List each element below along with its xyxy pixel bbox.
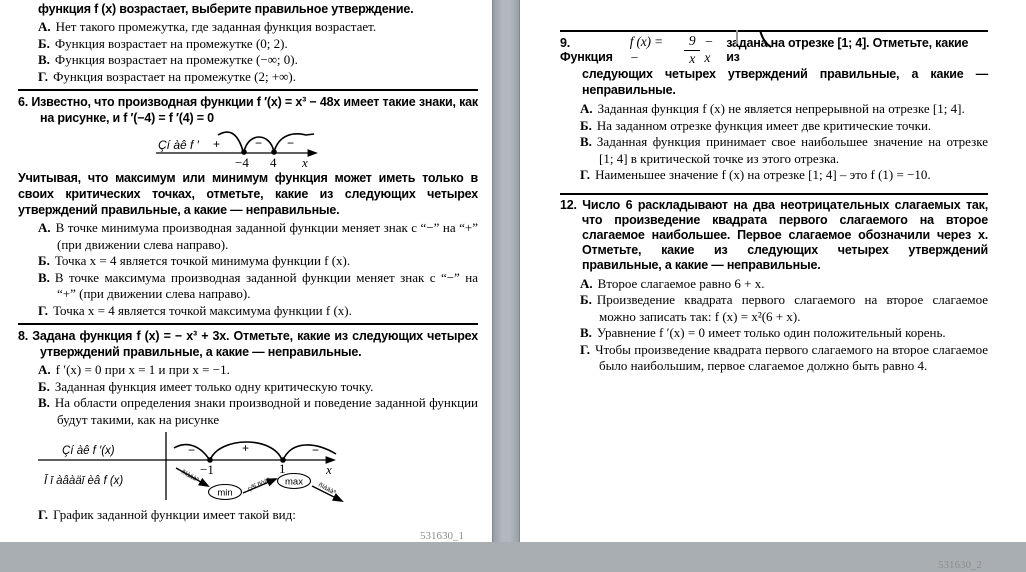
p9-option-g (580, 167, 988, 184)
option-letter: Б. (580, 292, 592, 307)
option-letter: Г. (580, 341, 591, 357)
min-label: min (217, 487, 233, 499)
option-text: Функция возрастает на промежутке (2; +∞). (53, 68, 297, 84)
option-text: На заданном отрезке функция имеет две критические точки. (596, 117, 932, 133)
intro-option-a (38, 19, 478, 36)
sign-minus-mid: − (255, 136, 263, 150)
problem-divider-rule (18, 89, 478, 91)
option-letter: Б. (38, 35, 50, 51)
problem-6-statement: 6. Известно, что производная функции f ′(x) = x³ − 48x имеет такие знаки, как на рисунке, и f ′(−4) = f ′(4) = 0 (18, 95, 478, 125)
option-text: Чтобы произведение квадрата первого слагаемого на второе слагаемое было наибольшим, первое слагаемое должно быть равно 4. (595, 341, 988, 373)
sign-diagram-label: Çí àê f ′ (158, 138, 199, 152)
fraction-9-over-x (684, 33, 701, 67)
p12-option-g (580, 342, 988, 375)
option-text: Точка x = 4 является точкой максимума функции f (x). (53, 302, 352, 318)
sign-minus-left: − (188, 443, 196, 457)
option-letter: А. (580, 275, 593, 291)
option-letter: В. (38, 269, 50, 285)
option-text: На области определения знаки производной и поведение заданной функции будут такими, как на рисунке (54, 395, 478, 427)
axis-x-label: x (302, 155, 308, 170)
p9-statement-rest: задана на отрезке [1; 4]. Отметьте, какие из (726, 36, 969, 64)
decreasing-arrow-label: ñïàäàº (180, 468, 200, 484)
p9-option-b (580, 118, 988, 135)
option-letter: А. (38, 220, 51, 235)
intro-statement: функция f (x) возрастает, выберите правильное утверждение. (38, 2, 414, 16)
tick-minus1: −1 (200, 462, 214, 477)
option-text: Заданная функция имеет только одну критическую точку. (54, 378, 374, 394)
problem-6-options (18, 220, 478, 319)
p9-function-lhs: f (x) = − (629, 34, 663, 65)
problem-12-statement: 12. Число 6 раскладывают на два неотрицательных слагаемых так, что произведение квадрата первого слагаемого на второе слагаемое наибольшее. Первое слагаемое обозначили через x. Отметьте, какие из следующих четырех утверждений правильные, а какие — неправильные. (560, 197, 988, 272)
page-1-footer: 531630_1 (420, 530, 464, 542)
fraction-numerator: 9 (684, 33, 701, 51)
p6-option-v (38, 270, 478, 303)
problem-9-statement-line2: следующих четырех утверждений правильные, а какие — неправильные. (582, 67, 988, 97)
problem-8-options (18, 362, 478, 428)
cut-off-graph-fragment (730, 30, 790, 50)
problem-divider-rule (18, 323, 478, 325)
option-text: Точка x = 4 является точкой минимума функции f (x). (54, 253, 351, 268)
option-letter: В. (580, 325, 592, 340)
option-letter: Г. (38, 507, 49, 522)
option-text: Наименьшее значение f (x) на отрезке [1; 4] – это f (1) = −10. (595, 167, 931, 182)
option-text: Заданная функция f (x) не является непрерывной на отрезке [1; 4]. (597, 101, 965, 116)
sign-minus-right: − (312, 443, 320, 457)
intro-options (18, 19, 478, 85)
option-letter: Г. (580, 167, 591, 182)
option-text: Произведение квадрата первого слагаемого на второе слагаемое можно записать так: f (x) = x²(6 + x). (596, 292, 988, 324)
curve-left (218, 132, 243, 151)
option-letter: Г. (38, 302, 49, 318)
page-2-footer: 531630_2 (938, 559, 982, 571)
p12-option-a (580, 276, 988, 293)
option-letter: Б. (38, 378, 50, 394)
critical-point-dot (241, 149, 247, 155)
p9-number-and-word: 9. Функция (560, 36, 613, 64)
problem-12-options (560, 276, 988, 375)
problem-8-statement: 8. Задана функция f (x) = − x³ + 3x. Отметьте, какие из следующих четырех утверждений правильные, а какие — неправильные. (18, 329, 478, 359)
option-text: График заданной функции имеет такой вид: (53, 507, 296, 522)
option-letter: Б. (580, 117, 592, 133)
problem-8-behavior-diagram (38, 430, 350, 504)
curve-right-hump (283, 445, 336, 460)
option-letter: В. (38, 52, 50, 67)
p6-option-b (38, 253, 478, 270)
intro-option-b (38, 36, 478, 53)
option-text: f ′(x) = 0 при x = 1 и при x = −1. (55, 362, 230, 377)
behavior-row-label: Ī ī àâàäī èâ f (x) (44, 475, 124, 487)
problem-divider-rule (560, 193, 988, 195)
p9-option-a (580, 101, 988, 118)
p9-function-rhs: − x (704, 34, 714, 65)
sign-minus-right: − (287, 136, 295, 150)
page-gap (492, 0, 520, 542)
sign-plus: + (213, 137, 221, 151)
document-page-1 (0, 0, 492, 542)
decreasing-arrow-2-label: ñïàäàº (317, 481, 337, 497)
max-label: max (285, 476, 303, 488)
fragment-curve-stroke (760, 30, 771, 47)
option-text: Уравнение f ′(x) = 0 имеет только один положительный корень. (596, 325, 946, 340)
sign-plus-mid: + (242, 441, 250, 455)
problem-9-options (560, 101, 988, 184)
p8-option-a (38, 362, 478, 379)
tick-4: 4 (270, 155, 277, 170)
option-letter: В. (580, 134, 592, 149)
sign-row-label: Çí àê f ′(x) (62, 445, 115, 457)
document-page-2 (520, 0, 1026, 571)
p6-option-a (38, 220, 478, 253)
option-text: В точке минимума производная заданной функции меняет знак с “−” на “+” (при движении слева направо). (55, 220, 478, 252)
critical-point-dot (271, 149, 277, 155)
option-text: Заданная функция принимает свое наибольшее значение на отрезке [1; 4] в критической точке из этого отрезка. (596, 134, 988, 166)
fraction-denominator: x (689, 51, 695, 66)
option-text: Функция возрастает на промежутке (−∞; 0). (54, 52, 298, 67)
intro-option-g (38, 69, 478, 86)
problem-6-note: Учитывая, что максимум или минимум функция может иметь только в своих критических точках, отметьте, какие из следующих четырех утверждений правильные, а какие — неправильные. (18, 171, 478, 217)
p6-option-g (38, 303, 478, 320)
p8-option-b (38, 379, 478, 396)
option-letter: А. (38, 19, 51, 34)
tick-1: 1 (279, 461, 286, 476)
page-1-content (0, 0, 492, 543)
intro-option-v (38, 52, 478, 69)
increasing-arrow-label: çðî ñòàº (246, 476, 272, 493)
p12-option-b (580, 292, 988, 325)
option-letter: Г. (38, 68, 49, 84)
page-2-content (520, 30, 1026, 572)
p8-option-v (38, 395, 478, 428)
option-letter: Б. (38, 253, 50, 268)
option-letter: В. (38, 395, 50, 410)
option-letter: А. (580, 101, 593, 116)
option-text: Функция возрастает на промежутке (0; 2). (54, 35, 288, 51)
p12-option-v (580, 325, 988, 342)
p9-option-v (580, 134, 988, 167)
axis-x-label: x (326, 462, 332, 477)
problem-6-sign-diagram (156, 122, 331, 172)
option-text: В точке максимума производная заданной функции меняет знак с “−” на “+” (при движении слева направо). (54, 269, 478, 301)
option-text: Второе слагаемое равно 6 + x. (597, 275, 765, 291)
p8-option-g (38, 507, 478, 524)
option-letter: А. (38, 362, 51, 377)
tick-minus4: −4 (235, 155, 249, 170)
option-text: Нет такого промежутка, где заданная функция возрастает. (55, 19, 377, 34)
